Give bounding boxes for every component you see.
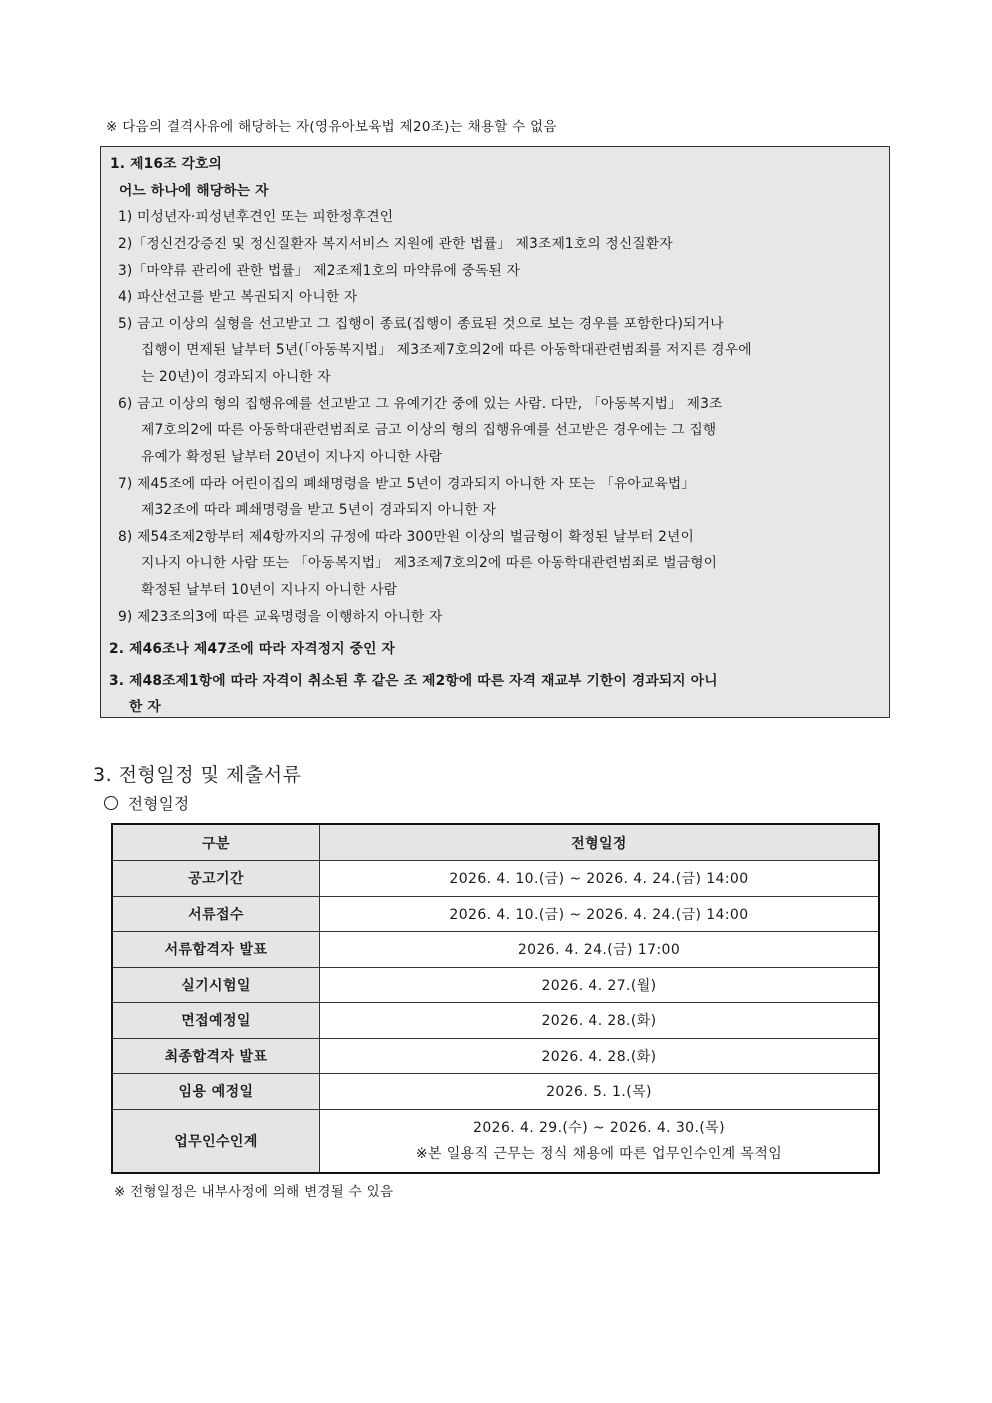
row-label: 임용 예정일	[112, 1074, 320, 1110]
sub-item-6: 6) 금고 이상의 형의 집행유예를 선고받고 그 유예기간 중에 있는 사람. 다만, 「아동복지법」 제3조	[118, 396, 723, 412]
row-label: 공고기간	[112, 861, 320, 897]
row-label: 실기시험일	[112, 967, 320, 1003]
table-row	[112, 967, 879, 1003]
row-value: 2026. 4. 10.(금) ~ 2026. 4. 24.(금) 14:00	[320, 861, 880, 897]
sub-item-6-cont: 제7호의2에 따른 아동학대관련범죄로 금고 이상의 형의 집행유예를 선고받은 경우에는 그 집행	[141, 422, 717, 438]
sub-item-2: 2)「정신건강증진 및 정신질환자 복지서비스 지원에 관한 법률」 제3조제1호의 정신질환자	[118, 236, 673, 252]
sub-item-7-cont: 제32조에 따라 폐쇄명령을 받고 5년이 경과되지 아니한 자	[141, 502, 497, 518]
row-value: 2026. 4. 28.(화)	[320, 1038, 880, 1074]
row-label: 서류접수	[112, 896, 320, 932]
sub-title	[104, 792, 190, 814]
row-value: 2026. 4. 10.(금) ~ 2026. 4. 24.(금) 14:00	[320, 896, 880, 932]
row-value: 2026. 4. 24.(금) 17:00	[320, 932, 880, 968]
row-label: 서류합격자 발표	[112, 932, 320, 968]
sub-item-4: 4) 파산선고를 받고 복권되지 아니한 자	[118, 289, 358, 305]
table-row	[112, 1038, 879, 1074]
sub-item-5: 5) 금고 이상의 실형을 선고받고 그 집행이 종료(집행이 종료된 것으로 보는 경우를 포함한다)되거나	[118, 316, 724, 332]
schedule-table	[111, 823, 880, 1174]
sub-item-3: 3)「마약류 관리에 관한 법률」 제2조제1호의 마약류에 중독된 자	[118, 263, 520, 279]
sub-item-9: 9) 제23조의3에 따른 교육명령을 이행하지 아니한 자	[118, 609, 443, 625]
disqualification-notice: ※ 다음의 결격사유에 해당하는 자(영유아보육법 제20조)는 채용할 수 없음	[106, 119, 557, 135]
header-category: 구분	[112, 824, 320, 861]
row-value: 2026. 4. 27.(월)	[320, 967, 880, 1003]
table-row	[112, 932, 879, 968]
item3-cont: 한 자	[129, 699, 161, 715]
sub-item-7: 7) 제45조에 따라 어린이집의 폐쇄명령을 받고 5년이 경과되지 아니한 자 또는 「유아교육법」	[118, 476, 696, 492]
circle-bullet-icon	[104, 796, 118, 810]
table-row	[112, 1074, 879, 1110]
item1-title: 1. 제16조 각호의	[110, 156, 222, 172]
disqualification-box	[100, 146, 890, 718]
item2: 2. 제46조나 제47조에 따라 자격정지 중인 자	[109, 641, 396, 657]
item3: 3. 제48조제1항에 따라 자격이 취소된 후 같은 조 제2항에 따른 자격 재교부 기한이 경과되지 아니	[109, 673, 718, 689]
row-value	[320, 1109, 880, 1173]
sub-item-5-cont: 는 20년)이 경과되지 아니한 자	[141, 369, 331, 385]
sub-item-8-cont: 지나지 아니한 사람 또는 「아동복지법」 제3조제7호의2에 따른 아동학대관련범죄로 벌금형이	[141, 555, 718, 571]
sub-item-8-cont: 확정된 날부터 10년이 지나지 아니한 사람	[141, 582, 398, 598]
item1-subtitle: 어느 하나에 해당하는 자	[119, 183, 269, 199]
table-row	[112, 861, 879, 897]
table-row	[112, 1003, 879, 1039]
header-schedule: 전형일정	[320, 824, 880, 861]
handover-period: 2026. 4. 29.(수) ~ 2026. 4. 30.(목)	[473, 1119, 725, 1136]
row-label: 최종합격자 발표	[112, 1038, 320, 1074]
row-label: 업무인수인계	[112, 1109, 320, 1173]
row-value: 2026. 5. 1.(목)	[320, 1074, 880, 1110]
sub-item-6-cont: 유예가 확정된 날부터 20년이 지나지 아니한 사람	[141, 449, 443, 465]
sub-title-text: 전형일정	[128, 795, 190, 813]
table-row	[112, 896, 879, 932]
row-value: 2026. 4. 28.(화)	[320, 1003, 880, 1039]
row-label: 면접예정일	[112, 1003, 320, 1039]
schedule-change-notice: ※ 전형일정은 내부사정에 의해 변경될 수 있음	[114, 1184, 394, 1200]
table-row	[112, 1109, 879, 1173]
sub-item-5-cont: 집행이 면제된 날부터 5년(「아동복지법」 제3조제7호의2에 따른 아동학대관련범죄를 저지른 경우에	[141, 342, 752, 358]
section-title: 3. 전형일정 및 제출서류	[93, 764, 302, 786]
sub-item-8: 8) 제54조제2항부터 제4항까지의 규정에 따라 300만원 이상의 벌금형이 확정된 날부터 2년이	[118, 529, 695, 545]
handover-note: ※본 일용직 근무는 정식 채용에 따른 업무인수인계 목적임	[415, 1145, 783, 1162]
sub-item-1: 1) 미성년자·피성년후견인 또는 피한정후견인	[118, 209, 394, 225]
